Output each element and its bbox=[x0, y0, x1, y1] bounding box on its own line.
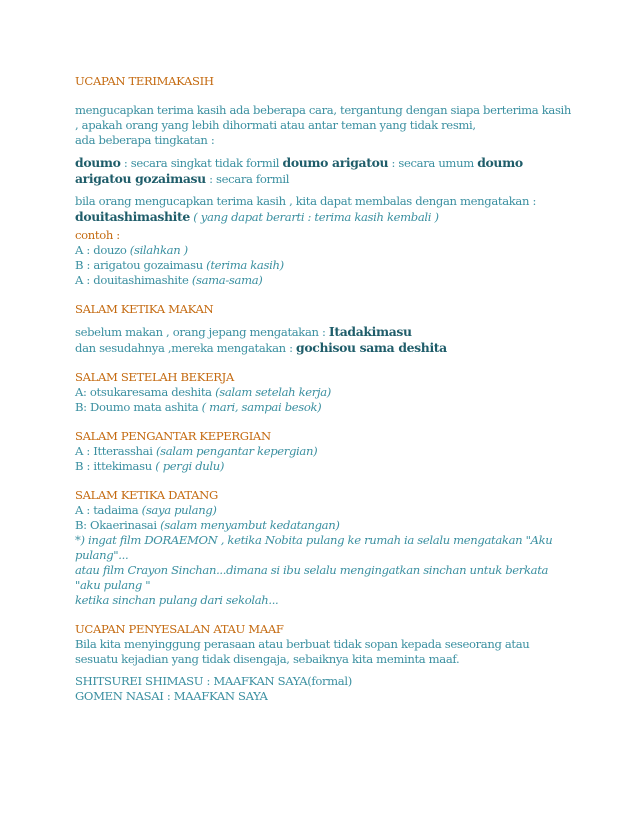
term-gochisou-sama-deshita: gochisou sama deshita bbox=[296, 340, 447, 355]
bekerja-text-1: A: otsukaresama deshita bbox=[75, 385, 216, 399]
reply-text: bila orang mengucapkan terima kasih , kita dapat membalas dengan mengatakan : bbox=[75, 194, 536, 208]
datang-text-2: B: Okaerinasai bbox=[75, 518, 161, 532]
intro-line-3: ada beberapa tingkatan : bbox=[75, 133, 215, 147]
heading-salam-setelah-bekerja: SALAM SETELAH BEKERJA bbox=[75, 370, 234, 384]
heading-salam-ketika-datang: SALAM KETIKA DATANG bbox=[75, 488, 218, 502]
makan-line-2 bbox=[75, 340, 575, 356]
example-1-text: A : douzo bbox=[75, 243, 130, 257]
bekerja-meaning-2: ( mari, sampai besok) bbox=[201, 400, 322, 414]
datang-line-1 bbox=[75, 503, 575, 518]
maaf-formal: SHITSUREI SHIMASU : MAAFKAN SAYA(formal) bbox=[75, 674, 352, 688]
term-doumo-2: doumo bbox=[477, 155, 523, 170]
datang-text-1: A : tadaima bbox=[75, 503, 142, 517]
term-doumo: doumo bbox=[75, 155, 121, 170]
levels-line-1 bbox=[75, 155, 575, 171]
example-line-1 bbox=[75, 243, 575, 258]
intro-line-2: , apakah orang yang lebih dihormati atau antar teman yang tidak resmi, bbox=[75, 118, 476, 132]
example-2-meaning: (terima kasih) bbox=[206, 258, 284, 272]
kepergian-text-2: B : ittekimasu bbox=[75, 459, 156, 473]
heading-salam-pengantar-kepergian: SALAM PENGANTAR KEPERGIAN bbox=[75, 429, 271, 443]
kepergian-line-2 bbox=[75, 459, 575, 474]
term-douitashimashite: douitashimashite bbox=[75, 209, 190, 224]
reply-line bbox=[75, 209, 575, 225]
example-line-2 bbox=[75, 258, 575, 273]
datang-note-2: pulang"... bbox=[75, 548, 129, 562]
levels-desc-1: : secara singkat tidak formil bbox=[120, 156, 283, 170]
datang-line-2 bbox=[75, 518, 575, 533]
example-2-text: B : arigatou gozaimasu bbox=[75, 258, 207, 272]
heading-ucapan-penyesalan: UCAPAN PENYESALAN ATAU MAAF bbox=[75, 622, 284, 636]
maaf-text-2: sesuatu kejadian yang tidak disengaja, sebaiknya kita meminta maaf. bbox=[75, 652, 460, 666]
example-label: contoh : bbox=[75, 228, 120, 242]
example-1-meaning: (silahkan ) bbox=[129, 243, 188, 257]
levels-line-2 bbox=[75, 171, 575, 187]
makan-line-1 bbox=[75, 324, 575, 340]
datang-note-4: "aku pulang " bbox=[75, 578, 151, 592]
heading-ucapan-terimakasih: UCAPAN TERIMAKASIH bbox=[75, 74, 214, 88]
kepergian-text-1: A : Itterasshai bbox=[75, 444, 156, 458]
bekerja-meaning-1: (salam setelah kerja) bbox=[215, 385, 331, 399]
term-doumo-arigatou: doumo arigatou bbox=[282, 155, 389, 170]
kepergian-meaning-1: (salam pengantar kepergian) bbox=[155, 444, 318, 458]
heading-salam-ketika-makan: SALAM KETIKA MAKAN bbox=[75, 302, 214, 316]
maaf-text-1: Bila kita menyinggung perasaan atau berbuat tidak sopan kepada seseorang atau bbox=[75, 637, 530, 651]
datang-note-5: ketika sinchan pulang dari sekolah... bbox=[75, 593, 279, 607]
kepergian-line-1 bbox=[75, 444, 575, 459]
example-line-3 bbox=[75, 273, 575, 288]
example-3-meaning: (sama-sama) bbox=[191, 273, 263, 287]
datang-note-3: atau film Crayon Sinchan...dimana si ibu selalu mengingatkan sinchan untuk berkata bbox=[75, 563, 549, 577]
datang-note-1: *) ingat film DORAEMON , ketika Nobita pulang ke rumah ia selalu mengatakan "Aku bbox=[75, 533, 553, 547]
intro-line-1: mengucapkan terima kasih ada beberapa cara, tergantung dengan siapa berterima kasih bbox=[75, 103, 572, 117]
term-arigatou-gozaimasu: arigatou gozaimasu bbox=[75, 171, 206, 186]
bekerja-line-1 bbox=[75, 385, 575, 400]
makan-text-1: sebelum makan , orang jepang mengatakan : bbox=[75, 325, 329, 339]
datang-meaning-1: (saya pulang) bbox=[141, 503, 217, 517]
document-page bbox=[75, 74, 575, 704]
reply-meaning: ( yang dapat berarti : terima kasih kembali ) bbox=[189, 210, 439, 224]
example-3-text: A : douitashimashite bbox=[75, 273, 192, 287]
datang-meaning-2: (salam menyambut kedatangan) bbox=[160, 518, 340, 532]
bekerja-line-2 bbox=[75, 400, 575, 415]
kepergian-meaning-2: ( pergi dulu) bbox=[155, 459, 225, 473]
term-itadakimasu: Itadakimasu bbox=[328, 324, 412, 339]
levels-desc-2: : secara umum bbox=[388, 156, 478, 170]
maaf-casual: GOMEN NASAI : MAAFKAN SAYA bbox=[75, 689, 268, 703]
bekerja-text-2: B: Doumo mata ashita bbox=[75, 400, 202, 414]
levels-desc-3: : secara formil bbox=[205, 172, 290, 186]
makan-text-2: dan sesudahnya ,mereka mengatakan : bbox=[75, 341, 297, 355]
